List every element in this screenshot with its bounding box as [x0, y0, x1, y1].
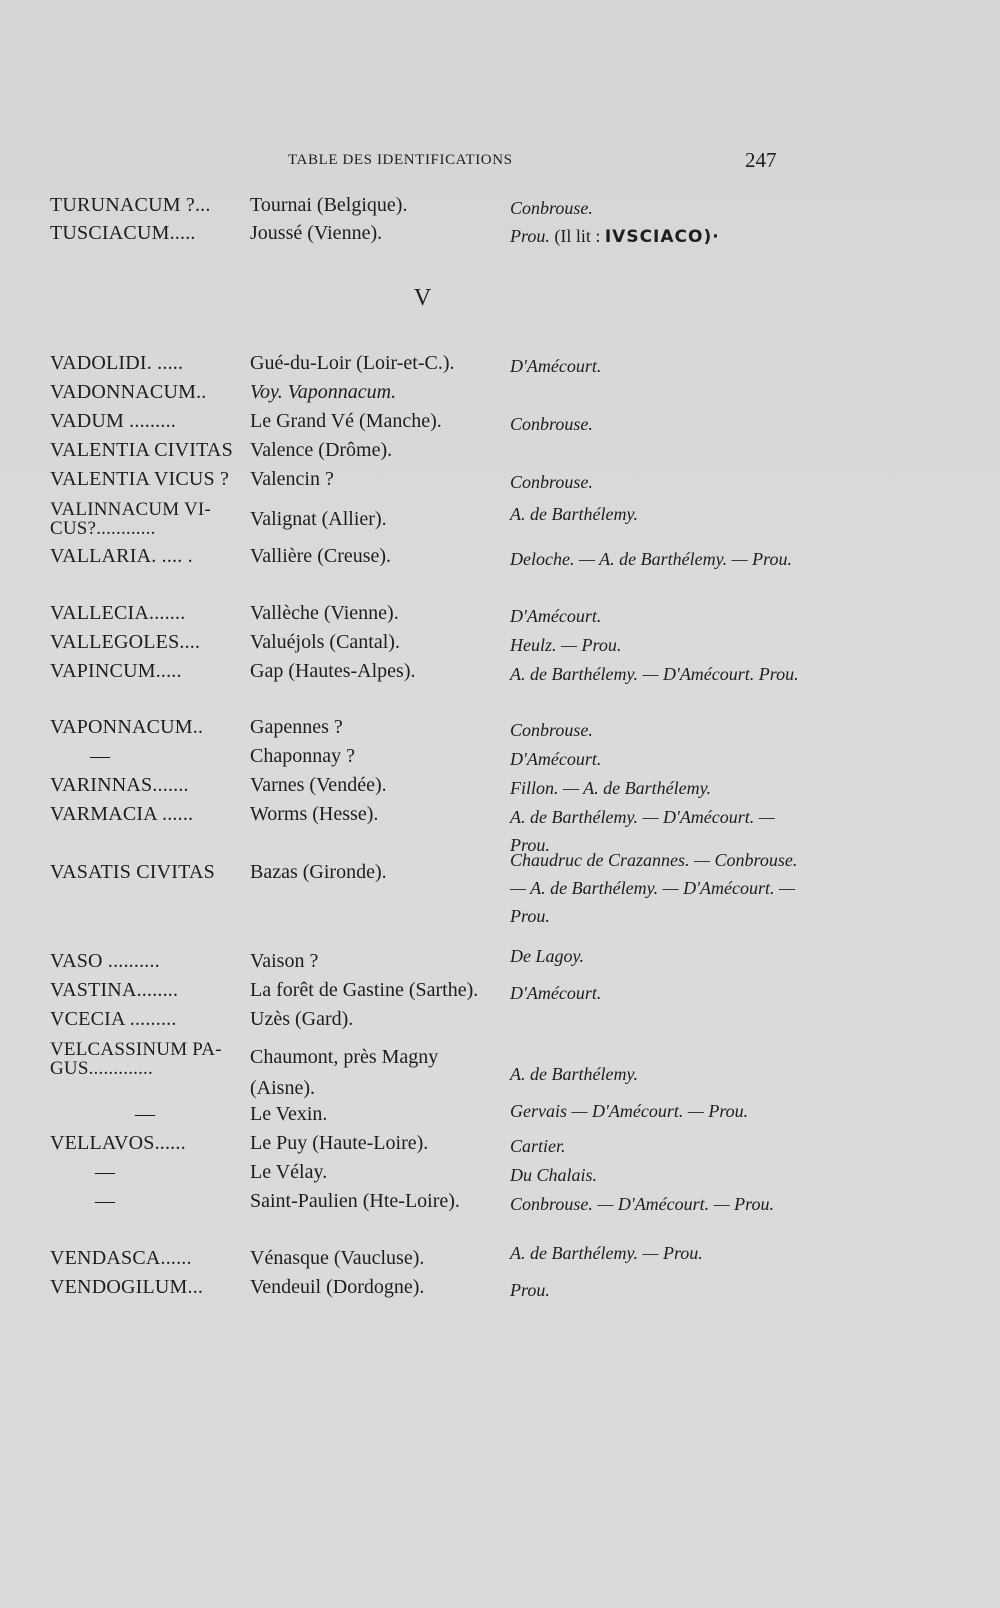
index-entry	[0, 545, 1000, 575]
latin-name: VCECIA .........	[50, 1008, 177, 1030]
modern-place: Valignat (Allier).	[250, 508, 387, 530]
modern-place: Gapennes ?	[250, 716, 343, 738]
index-entry	[0, 1161, 1000, 1191]
modern-place: Tournai (Belgique).	[250, 194, 408, 216]
source-authors: A. de Barthélemy.	[510, 1064, 638, 1084]
source-authors: Conbrouse.	[510, 198, 593, 218]
modern-place: Vendeuil (Dordogne).	[250, 1276, 425, 1298]
source-authors: Du Chalais.	[510, 1165, 598, 1185]
source-cell	[510, 222, 800, 251]
index-entry	[0, 352, 1000, 382]
index-entry	[0, 1039, 1000, 1099]
source-authors: Cartier.	[510, 1136, 566, 1156]
source-authors: A. de Barthélemy.	[510, 504, 638, 524]
modern-place: Varnes (Vendée).	[250, 774, 387, 796]
latin-name: TURUNACUM ?...	[50, 194, 211, 216]
source-authors: Deloche. — A. de Barthélemy. — Prou.	[510, 549, 792, 569]
modern-place: Valence (Drôme).	[250, 439, 393, 461]
modern-place: Gap (Hautes-Alpes).	[250, 660, 416, 682]
ditto-mark: —	[90, 745, 111, 767]
latin-name: VAPINCUM.....	[50, 660, 182, 682]
latin-name: VELLAVOS......	[50, 1132, 186, 1154]
index-entry	[0, 602, 1000, 632]
index-entry	[0, 1008, 1000, 1038]
modern-place: Valuéjols (Cantal).	[250, 631, 400, 653]
source-authors: Fillon. — A. de Barthélemy.	[510, 778, 712, 798]
source-authors: De Lagoy.	[510, 946, 584, 966]
index-entry	[0, 468, 1000, 498]
ditto-mark: —	[95, 1161, 116, 1183]
modern-place: Vallière (Creuse).	[250, 545, 392, 567]
ditto-mark: —	[95, 1190, 116, 1212]
source-authors: A. de Barthélemy. — Prou.	[510, 1243, 703, 1263]
running-head: TABLE DES IDENTIFICATIONS	[288, 152, 513, 168]
modern-place: Le Vélay.	[250, 1161, 328, 1183]
latin-name: TUSCIACUM.....	[50, 222, 196, 244]
latin-name: VALENTIA CIVITAS	[50, 439, 233, 461]
modern-place: Le Grand Vé (Manche).	[250, 410, 442, 432]
latin-name: VARINNAS.......	[50, 774, 189, 796]
latin-name: VASO ..........	[50, 950, 160, 972]
latin-name: VALLEGOLES....	[50, 631, 201, 653]
index-entry	[0, 1132, 1000, 1162]
latin-name: VADOLIDI. .....	[50, 352, 184, 374]
source-authors: Conbrouse.	[510, 720, 593, 740]
index-entry	[0, 1103, 1000, 1133]
modern-place: Vallèche (Vienne).	[250, 602, 399, 624]
source-note: (Il lit :	[554, 226, 601, 246]
source-authors: Conbrouse.	[510, 414, 593, 434]
index-entry	[0, 660, 1000, 690]
section-letter: V	[413, 285, 432, 311]
page-number: 247	[745, 148, 777, 172]
modern-place: Vaison ?	[250, 950, 319, 972]
source-authors: A. de Barthélemy. — D'Amécourt. — Prou.	[510, 807, 775, 855]
source-authors: Conbrouse.	[510, 472, 593, 492]
latin-name: VELCASSINUM PA-GUS.............	[50, 1039, 222, 1079]
latin-name: VENDASCA......	[50, 1247, 192, 1269]
source-authors: D'Amécourt.	[510, 983, 602, 1003]
index-entry	[0, 774, 1000, 804]
coin-legend: IVSCIACO)·	[604, 227, 720, 247]
latin-name: VALINNACUM VI-CUS?............	[50, 499, 211, 539]
index-entry	[0, 850, 1000, 926]
source-authors: D'Amécourt.	[510, 356, 602, 376]
modern-place: Joussé (Vienne).	[250, 222, 383, 244]
modern-place: La forêt de Gastine (Sarthe).	[250, 979, 479, 1001]
modern-place: Gué-du-Loir (Loir-et-C.).	[250, 352, 455, 374]
modern-place: Bazas (Gironde).	[250, 861, 387, 883]
index-entry	[0, 946, 1000, 980]
source-authors: Heulz. — Prou.	[510, 635, 622, 655]
latin-name: VADONNACUM..	[50, 381, 207, 403]
index-entry	[0, 1190, 1000, 1220]
source-authors: D'Amécourt.	[510, 606, 602, 626]
source-authors: Prou.	[510, 1280, 550, 1300]
modern-place: Le Puy (Haute-Loire).	[250, 1132, 429, 1154]
latin-name: VADUM .........	[50, 410, 176, 432]
page-header	[0, 148, 1000, 178]
latin-name: VALLARIA. .... .	[50, 545, 193, 567]
index-entry	[0, 1243, 1000, 1277]
modern-place: Chaponnay ?	[250, 745, 355, 767]
latin-name: VARMACIA ......	[50, 803, 194, 825]
source-authors: Chaudruc de Crazannes. — Conbrouse. — A. de Barthélemy. — D'Amécourt. — Prou.	[510, 850, 798, 926]
source-authors: Prou.	[510, 226, 550, 246]
modern-place: Vénasque (Vaucluse).	[250, 1247, 425, 1269]
modern-place: Worms (Hesse).	[250, 803, 379, 825]
index-entry	[0, 410, 1000, 440]
ditto-mark: —	[135, 1103, 156, 1125]
modern-place: Voy. Vaponnacum.	[250, 381, 397, 403]
index-entry	[0, 745, 1000, 775]
latin-name: VASTINA........	[50, 979, 179, 1001]
source-authors: A. de Barthélemy. — D'Amécourt. Prou.	[510, 664, 799, 684]
latin-name: VALLECIA.......	[50, 602, 186, 624]
modern-place: Chaumont, près Magny (Aisne).	[250, 1046, 439, 1099]
index-entry	[0, 716, 1000, 746]
modern-place: Saint-Paulien (Hte-Loire).	[250, 1190, 460, 1212]
index-entry	[0, 222, 1000, 252]
modern-place: Le Vexin.	[250, 1103, 328, 1125]
latin-name: VASATIS CIVITAS	[50, 861, 215, 883]
index-entry	[0, 979, 1000, 1009]
index-entry	[0, 803, 1000, 855]
source-authors: Gervais — D'Amécourt. — Prou.	[510, 1101, 749, 1121]
index-entry	[0, 381, 1000, 411]
latin-name: VENDOGILUM...	[50, 1276, 204, 1298]
source-authors: D'Amécourt.	[510, 749, 602, 769]
index-entry	[0, 194, 1000, 224]
modern-place: Uzès (Gard).	[250, 1008, 354, 1030]
index-entry	[0, 499, 1000, 539]
index-entry	[0, 631, 1000, 661]
source-authors: Conbrouse. — D'Amécourt. — Prou.	[510, 1194, 775, 1214]
latin-name: VALENTIA VICUS ?	[50, 468, 230, 490]
modern-place: Valencin ?	[250, 468, 334, 490]
index-entry	[0, 1276, 1000, 1306]
index-entry	[0, 439, 1000, 469]
latin-name: VAPONNACUM..	[50, 716, 204, 738]
